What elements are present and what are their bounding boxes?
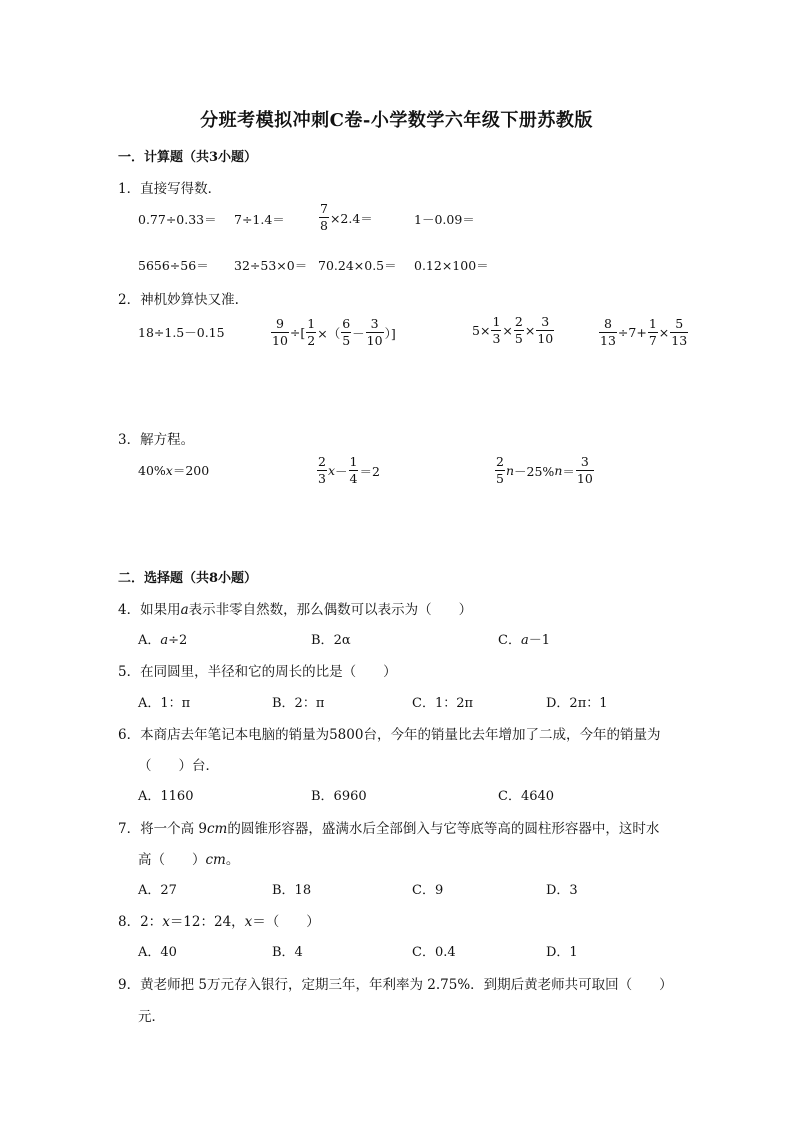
q5-option-b[interactable]: B．2：π [272, 696, 325, 711]
question-6-line-2: （ ）台． [138, 758, 219, 774]
page-title: 分班考模拟冲刺C卷-小学数学六年级下册苏教版 [200, 110, 593, 131]
q1-expr-7: 70.24×0.5＝ [318, 258, 397, 273]
q7-option-b[interactable]: B．18 [272, 883, 312, 898]
q1-expr-5: 5656÷56＝ [138, 258, 209, 273]
q7-option-a[interactable]: A．27 [138, 883, 177, 898]
q4-option-c[interactable]: C．a－1 [498, 633, 550, 648]
q8-option-b[interactable]: B．4 [272, 945, 303, 960]
question-5: 5．在同圆里，半径和它的周长的比是（ ） [118, 664, 397, 680]
q1-expr-8: 0.12×100＝ [414, 258, 489, 273]
q1-expr-3: $\frac{7}{8}$ ×2.4＝ [320, 201, 373, 233]
q1-expr-2: 7÷1.4＝ [234, 212, 285, 227]
q2-expr-4: $\frac{8}{13}$ ÷7+ $\frac{1}{7}$ × $\frac{5}{13}$ [600, 316, 688, 348]
fraction: $\frac{7}{8}$ [320, 201, 328, 233]
q3-expr-2: $\frac{2}{3}$ x － $\frac{1}{4}$ ＝2 [318, 454, 380, 486]
question-2: 2．神机妙算快又准. [118, 292, 239, 308]
q8-option-c[interactable]: C．0.4 [412, 945, 456, 960]
q1-expr-4: 1－0.09＝ [414, 212, 475, 227]
q4-option-b[interactable]: B．2α [311, 633, 351, 648]
q5-option-c[interactable]: C．1：2π [412, 696, 474, 711]
q6-option-a[interactable]: A．1160 [138, 789, 194, 804]
question-1: 1．直接写得数． [118, 181, 222, 197]
q2-expr-1: 18÷1.5－0.15 [138, 325, 225, 340]
q5-option-a[interactable]: A．1：π [138, 696, 191, 711]
q3-expr-1: 40%x＝200 [138, 463, 210, 478]
q4-option-a[interactable]: A．a÷2 [138, 633, 188, 648]
question-6: 6．本商店去年笔记本电脑的销量为5800台，今年的销量比去年增加了二成，今年的销量为 [118, 727, 661, 743]
q3-expr-3: $\frac{2}{5}$ n －25% n ＝ $\frac{3}{10}$ [496, 454, 593, 486]
section-heading-calculation: 一．计算题（共3小题） [118, 150, 258, 165]
q2-expr-3: 5× $\frac{1}{3}$ × $\frac{2}{5}$ × $\frac{3}{10}$ [472, 314, 554, 346]
question-7-line-2: 高（ ）cm。 [138, 852, 240, 868]
question-3: 3．解方程。 [118, 432, 195, 448]
question-9: 9．黄老师把 5万元存入银行，定期三年，年利率为 2.75%．到期后黄老师共可取回（ ） [118, 977, 673, 993]
q7-option-c[interactable]: C．9 [412, 883, 444, 898]
section-heading-choice: 二．选择题（共8小题） [118, 571, 258, 586]
q8-option-d[interactable]: D．1 [546, 945, 578, 960]
q2-expr-2: $\frac{9}{10}$ ÷[ $\frac{1}{2}$ ×（ $\frac{6}{5}$ － $\frac{3}{10}$ ）] [272, 316, 396, 348]
q5-option-d[interactable]: D．2π：1 [546, 696, 608, 711]
q6-option-c[interactable]: C．4640 [498, 789, 555, 804]
question-7: 7．将一个高 9cm的圆锥形容器，盛满水后全部倒入与它等底等高的圆柱形容器中，这时水 [118, 821, 660, 837]
q1-expr-1: 0.77÷0.33＝ [138, 212, 217, 227]
q6-option-b[interactable]: B．6960 [311, 789, 367, 804]
question-9-line-2: 元． [138, 1009, 165, 1025]
q7-option-d[interactable]: D．3 [546, 883, 578, 898]
question-4: 4．如果用a表示非零自然数，那么偶数可以表示为（ ） [118, 602, 473, 618]
q8-option-a[interactable]: A．40 [138, 945, 177, 960]
question-8: 8．2：x＝12：24，x＝（ ） [118, 914, 320, 930]
q1-expr-6: 32÷53×0＝ [234, 258, 308, 273]
